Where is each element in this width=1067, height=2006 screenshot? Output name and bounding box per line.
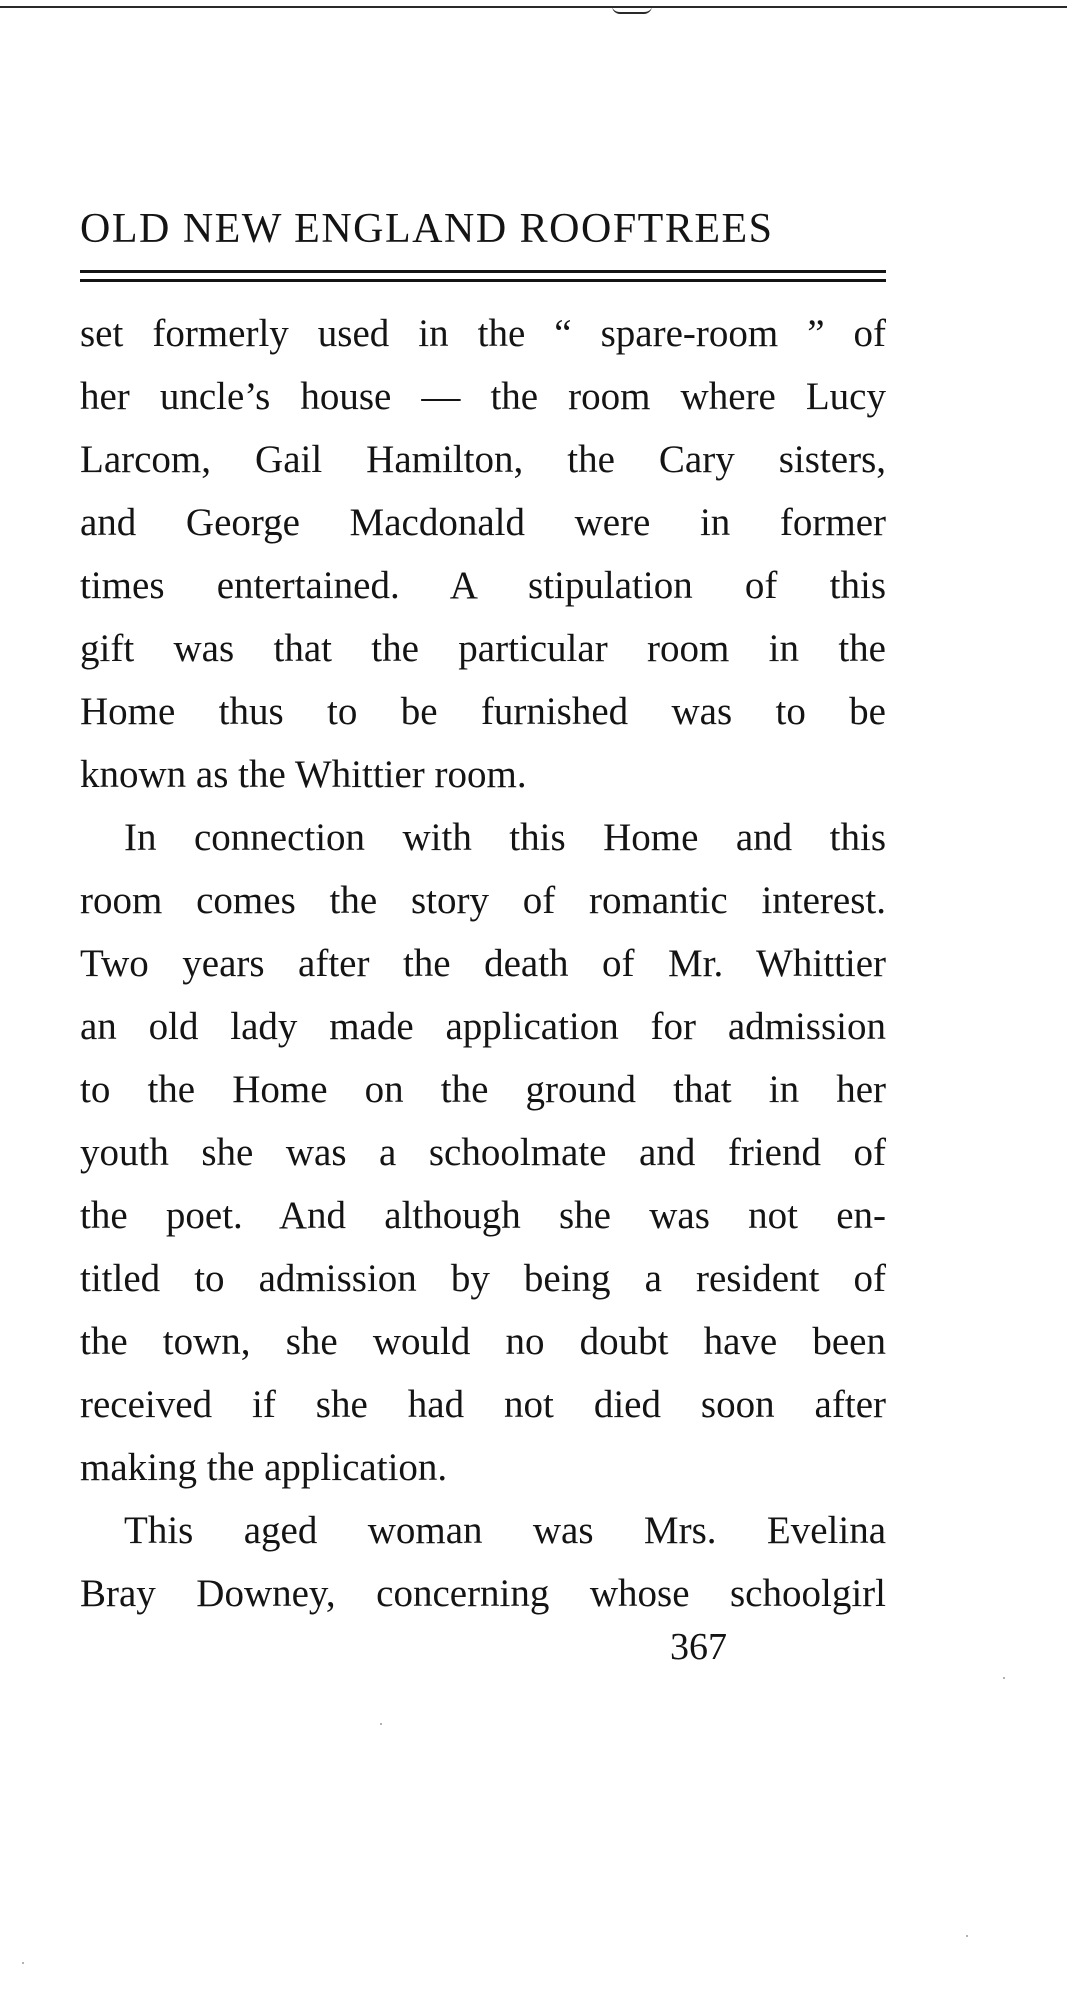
text-line: titled to admission by being a resident of xyxy=(80,1257,886,1300)
paragraph-3 xyxy=(80,1499,886,1625)
text-line: gift was that the particular room in the xyxy=(80,627,886,670)
page-number: 367 xyxy=(670,1626,727,1668)
text-line: making the application. xyxy=(80,1446,448,1489)
top-edge-notch xyxy=(612,6,652,14)
paper-speck xyxy=(22,1962,24,1964)
text-line: Bray Downey, concerning whose schoolgirl xyxy=(80,1572,886,1615)
text-line: the town, she would no doubt have been xyxy=(80,1320,886,1363)
paragraph-1 xyxy=(80,302,886,806)
body-text xyxy=(80,302,886,1625)
text-line: to the Home on the ground that in her xyxy=(80,1068,886,1111)
text-line: This aged woman was Mrs. Evelina xyxy=(124,1509,886,1552)
paper-speck xyxy=(966,1935,968,1937)
text-line: Two years after the death of Mr. Whittier xyxy=(80,942,886,985)
text-line: an old lady made application for admission xyxy=(80,1005,886,1048)
text-line: received if she had not died soon after xyxy=(80,1383,886,1426)
text-line: the poet. And although she was not en- xyxy=(80,1194,886,1237)
header-rule-upper xyxy=(80,270,886,273)
text-line: set formerly used in the “ spare-room ” of xyxy=(80,312,886,355)
text-line: times entertained. A stipulation of this xyxy=(80,564,886,607)
running-head: OLD NEW ENGLAND ROOFTREES xyxy=(80,206,774,252)
text-line: Larcom, Gail Hamilton, the Cary sisters, xyxy=(80,438,886,481)
paper-speck xyxy=(1003,1677,1005,1679)
text-line: room comes the story of romantic interest. xyxy=(80,879,886,922)
text-line: her uncle’s house — the room where Lucy xyxy=(80,375,886,418)
text-line: In connection with this Home and this xyxy=(124,816,886,859)
header-rule-lower xyxy=(80,279,886,282)
paragraph-2 xyxy=(80,806,886,1499)
text-line: youth she was a schoolmate and friend of xyxy=(80,1131,886,1174)
paper-speck xyxy=(380,1723,382,1725)
top-edge-rule xyxy=(0,6,1067,8)
text-line: Home thus to be furnished was to be xyxy=(80,690,886,733)
text-line: and George Macdonald were in former xyxy=(80,501,886,544)
text-line: known as the Whittier room. xyxy=(80,753,527,796)
